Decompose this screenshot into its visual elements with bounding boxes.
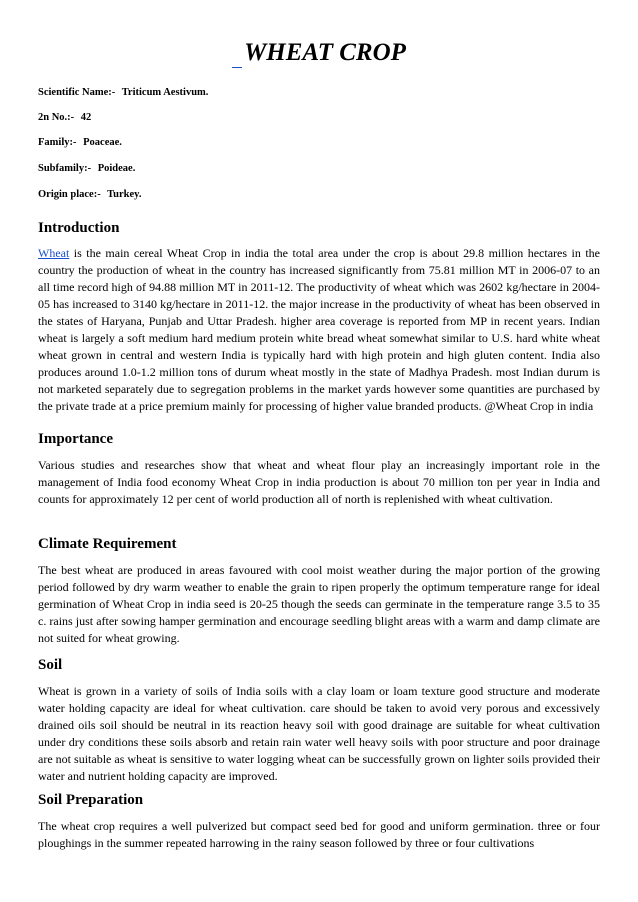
meta-value: 42 — [80, 112, 92, 123]
meta-subfamily — [38, 162, 135, 176]
title-block — [0, 38, 638, 68]
meta-label: Scientific Name:- — [38, 87, 116, 98]
importance-heading: Importance — [38, 431, 113, 447]
meta-label: Family:- — [38, 137, 77, 148]
introduction-paragraph — [38, 245, 600, 415]
meta-label: 2n No.:- — [38, 112, 75, 123]
meta-label: Subfamily:- — [38, 163, 92, 174]
meta-value: Triticum Aestivum. — [121, 87, 209, 98]
climate-heading: Climate Requirement — [38, 536, 177, 552]
importance-paragraph: Various studies and researches show that wheat and wheat flour play an increasingly important role in the management of India food economy Wheat Crop in india production is about 70 million ton per year in India and counts for approximately 12 per cent of world production all of north is replenished with wheat cultivation. — [38, 458, 600, 506]
meta-family — [38, 136, 122, 150]
soil-heading: Soil — [38, 657, 63, 673]
title-anchor-link[interactable] — [232, 45, 242, 68]
soil-preparation-paragraph: The wheat crop requires a well pulverized but compact seed bed for good and uniform germination. three or four ploughings in the summer repeated harrowing in the rainy season followed by three or four cultivations — [38, 819, 600, 850]
meta-scientific-name — [38, 86, 208, 100]
meta-chromosome-number — [38, 111, 91, 125]
wheat-link[interactable]: Wheat — [38, 246, 70, 260]
page-title: WHEAT CROP — [244, 39, 406, 66]
meta-value: Turkey. — [107, 189, 142, 200]
meta-value: Poaceae. — [83, 137, 122, 148]
introduction-body: is the main cereal Wheat Crop in india the total area under the crop is about 29.8 million hectares in the country the production of wheat in the country has increased significantly from 75.81 million MT in 2006-07 to an all time record high of 94.88 million MT in 2011-12. The productivity of wheat which was 2602 kg/hectare in 2004-05 has increased to 3140 kg/hectare in 2011-12. the major increase in the productivity of wheat has been observed in the states of Haryana, Punjab and Uttar Pradesh. higher area coverage is reported from MP in recent years. Indian wheat is largely a soft medium hard medium protein white bread wheat somewhat similar to U.S. hard white wheat wheat grown in central and western India is typically hard with high protein and high gluten content. India also produces around 1.0-1.2 million tons of durum wheat mostly in the state of Madhya Pradesh. most Indian durum is not marketed separately due to segregation problems in the market yards however some quantities are purchased by the private trade at a price premium mainly for processing of higher value branded products. @Wheat Crop in india — [38, 246, 600, 413]
meta-origin-place — [38, 188, 141, 202]
soil-preparation-heading: Soil Preparation — [38, 792, 144, 808]
introduction-heading: Introduction — [38, 220, 120, 236]
meta-label: Origin place:- — [38, 189, 101, 200]
soil-paragraph: Wheat is grown in a variety of soils of India soils with a clay loam or loam texture good structure and moderate water holding capacity are ideal for wheat cultivation. care should be taken to avoid very porous and excessively drained oils soil should be neutral in its reaction heavy soil with good drainage are suitable for wheat cultivation under dry conditions these soils absorb and retain rain water well heavy soils with poor structure and poor drainage are not suitable as wheat is sensitive to water logging wheat can be successfully grown on lighter soils provided their water and nutrient holding capacity are improved. — [38, 684, 600, 783]
meta-value: Poideae. — [97, 163, 136, 174]
climate-paragraph: The best wheat are produced in areas favoured with cool moist weather during the major portion of the growing period followed by dry warm weather to enable the grain to ripen properly the optimum temperature range for ideal germination of Wheat Crop in india seed is 20-25 though the seeds can germinate in the temperature range 3.5 to 35 c. rains just after sowing hamper germination and encourage seedling blight areas with a warm and damp climate are not suited for wheat growing. — [38, 563, 600, 645]
